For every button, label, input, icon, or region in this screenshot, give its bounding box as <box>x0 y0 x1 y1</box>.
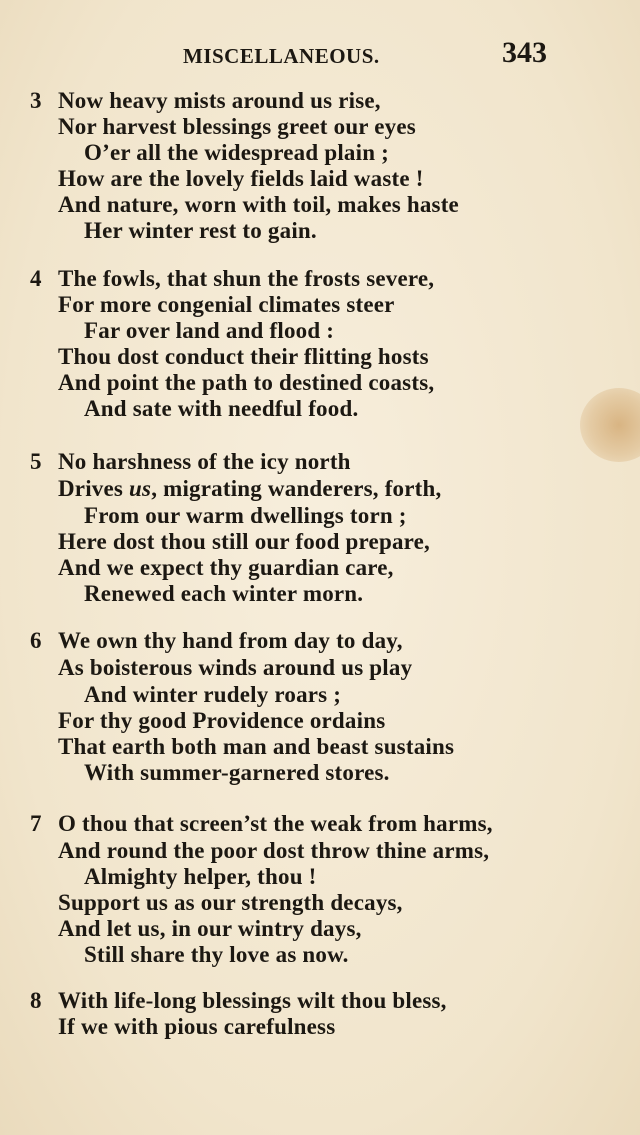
verse-line: Almighty helper, thou ! <box>84 864 317 889</box>
stanza-number: 3 <box>30 88 42 113</box>
verse-line: And round the poor dost throw thine arms, <box>58 838 490 863</box>
verse-line: From our warm dwellings torn ; <box>84 503 407 528</box>
verse-line: For thy good Providence ordains <box>58 708 386 733</box>
verse-line: With life-long blessings wilt thou bless, <box>58 988 447 1013</box>
verse-line: Renewed each winter morn. <box>84 581 364 606</box>
verse-line: And nature, worn with toil, makes haste <box>58 192 459 217</box>
running-title: MISCELLANEOUS. <box>183 44 380 68</box>
stanza-number: 5 <box>30 449 42 474</box>
verse-line: Thou dost conduct their flitting hosts <box>58 344 429 369</box>
verse-line: With summer-garnered stores. <box>84 760 390 785</box>
verse-line: And winter rudely roars ; <box>84 682 342 707</box>
verse-line: And let us, in our wintry days, <box>58 916 362 941</box>
verse-line: Nor harvest blessings greet our eyes <box>58 114 416 139</box>
page-header <box>0 36 640 76</box>
verse-line: Here dost thou still our food prepare, <box>58 529 430 554</box>
verse-line: The fowls, that shun the frosts severe, <box>58 266 435 291</box>
verse-line: Her winter rest to gain. <box>84 218 317 243</box>
verse-line: We own thy hand from day to day, <box>58 628 403 653</box>
verse-line: For more congenial climates steer <box>58 292 395 317</box>
verse-line: How are the lovely fields laid waste ! <box>58 166 424 191</box>
verse-line: That earth both man and beast sustains <box>58 734 455 759</box>
paper-stain <box>580 388 640 462</box>
verse-line: Now heavy mists around us rise, <box>58 88 381 113</box>
verse-line: Support us as our strength decays, <box>58 890 403 915</box>
verse-line: Still share thy love as now. <box>84 942 349 967</box>
verse-line: And we expect thy guardian care, <box>58 555 394 580</box>
stanza-number: 6 <box>30 628 42 653</box>
verse-line: As boisterous winds around us play <box>58 655 413 680</box>
stanza-number: 7 <box>30 811 42 836</box>
verse-line: O’er all the widespread plain ; <box>84 140 389 165</box>
verse-line: And point the path to destined coasts, <box>58 370 435 395</box>
verse-line: Far over land and flood : <box>84 318 335 343</box>
verse-line: No harshness of the icy north <box>58 449 351 474</box>
italic-word: us <box>129 476 152 501</box>
verse-line: And sate with needful food. <box>84 396 359 421</box>
verse-line-with-italic <box>58 476 441 502</box>
page-number: 343 <box>502 36 547 69</box>
verse-line-text: Drives us, migrating wanderers, forth, <box>58 476 442 501</box>
verse-line: O thou that screen’st the weak from harms, <box>58 811 493 836</box>
stanza-number: 8 <box>30 988 42 1013</box>
verse-line: If we with pious carefulness <box>58 1014 336 1039</box>
stanza-number: 4 <box>30 266 42 291</box>
